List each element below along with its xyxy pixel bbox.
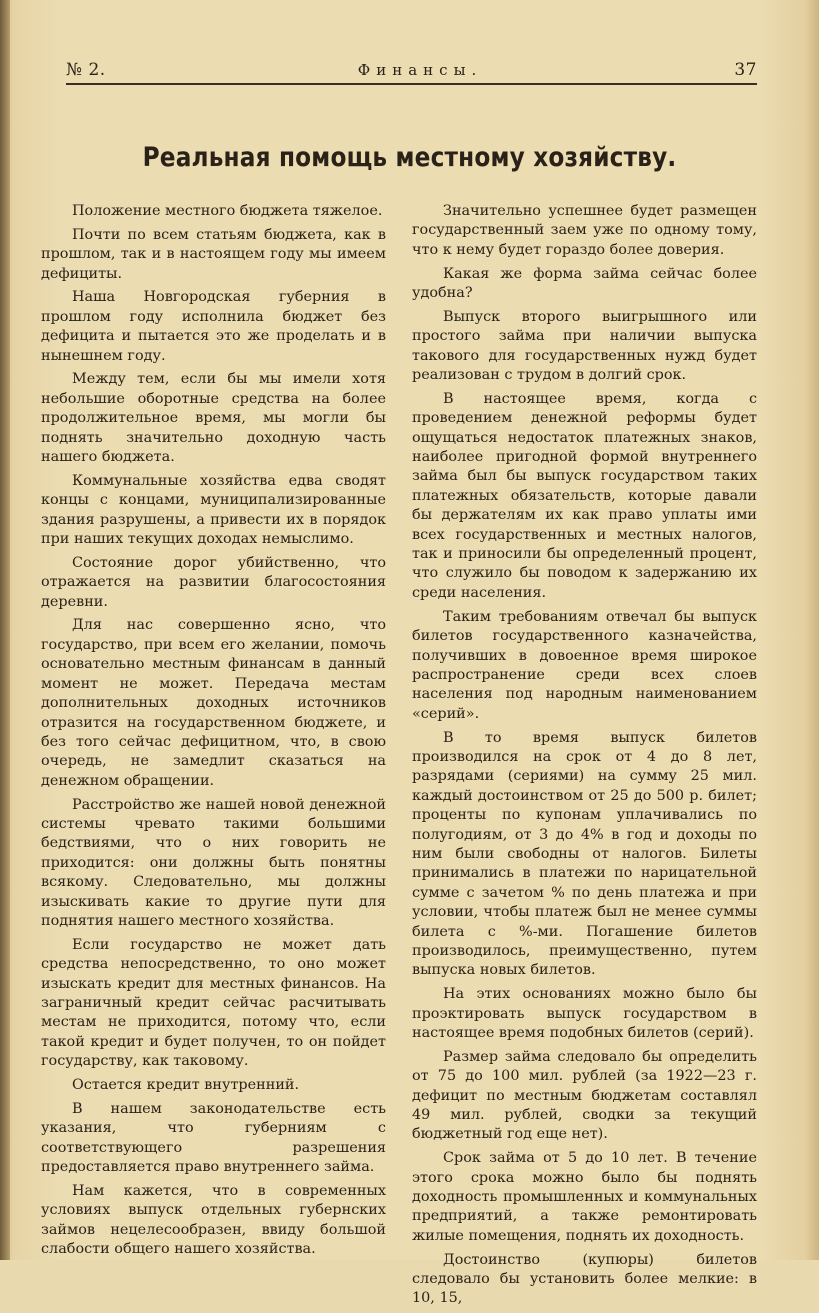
paragraph: Между тем, если бы мы имели хотя небольшие оборотные средства на более продолжительное время, мы могли бы поднять значительно доходную часть нашего бюджета. [41,371,386,466]
paragraph: Значительно успешнее будет размещен государственный заем уже по одному тому, что к нему будет гораздо более доверия. [412,203,757,258]
paragraph: Коммунальные хозяйства едва сводят концы с концами, муниципализированные здания разрушены, а привести их в порядок при наших текущих доходах немыслимо. [41,472,386,548]
paragraph: Какая же форма займа сейчас более удобна? [412,265,757,302]
paragraph: Почти по всем статьям бюджета, как в прошлом, так и в настоящем году мы имеем дефициты. [41,226,386,282]
header-rule [66,83,757,85]
paragraph: Для нас совершенно ясно, что государство, при всем его желании, помочь основательно местным финансам в данный момент не может. Передача местам дополнительных доходных источников отразится на государственном бюджете, и без того сейчас дефицитном, что, в свою очередь, не замедлит сказаться на денежном обращении. [41,617,386,789]
paragraph: Расстройство же нашей новой денежной системы чревато такими большими бедствиями, что о них говорить не приходится: они должны быть понятны всякому. Следовательно, мы должны изыскивать какие то другие пути для поднятия нашего местного хозяйства. [41,796,386,929]
paragraph: Таким требованиям отвечал бы выпуск билетов государственного казначейства, получивших в довоенное время широкое распространение среди всех слоев населения под народным наименованием «серий». [412,608,757,722]
paragraph: В нашем законодательстве есть указания, что губерниям с соответствующего разрешения предоставляется право внутреннего займа. [41,1100,386,1175]
running-header [66,60,757,82]
paragraph: Достоинство (купюры) билетов следовало бы установить более мелкие: в 10, 15, [412,1251,757,1307]
paragraph: Состояние дорог убийственно, что отражается на развитии благосостояния деревни. [41,554,386,610]
page-number: 37 [734,60,757,80]
paragraph: Срок займа от 5 до 10 лет. В течение этого срока можно было бы поднять доходность промышленных и коммунальных предприятий, а также ремонтировать жилые помещения, поднять их доходность. [412,1150,757,1244]
paragraph: Наша Новгородская губерния в прошлом году исполнила бюджет без дефицита и пытается это же проделать и в нынешнем году. [41,289,386,364]
right-column [412,202,757,1313]
issue-number: № 2. [66,60,106,80]
section-name: Финансы. [357,61,483,79]
paragraph: Остается кредит внутренний. [72,1076,300,1093]
paragraph: На этих основаниях можно было бы проэктировать выпуск государством в настоящее время подобных билетов (серий). [412,986,757,1041]
left-column [41,202,386,1264]
paragraph: Нам кажется, что в современных условиях выпуск отдельных губернских займов нецелесообразен, ввиду большой слабости общего нашего хозяйства. [41,1182,386,1258]
page-binding-edge [0,0,10,1260]
article-title: Реальная помощь местному хозяйству. [142,142,677,173]
paragraph: Если государство не может дать средства непосредственно, то оно может изыскать кредит для местных финансов. На заграничный кредит сейчас расчитывать местам не приходится, потому что, если такой кредит и будет получен, то он пойдет государству, как таковому. [41,936,386,1070]
paragraph: В настоящее время, когда с проведением денежной реформы будет ощущаться недостаток платежных знаков, наиболее пригодной формой внутреннего займа был бы выпуск государством таких платежных обязательств, которые давали бы держателям их как право уплаты ими всех государственных и местных налогов, так и приносили бы определенный процент, что служило бы поводом к задержанию их среди населения. [412,390,757,601]
paragraph: Размер займа следовало бы определить от 75 до 100 мил. рублей (за 1922—23 г. дефицит по местным бюджетам составлял 49 мил. рублей, сводки за текущий бюджетный год еще нет). [412,1048,757,1143]
paragraph: Выпуск второго выигрышного или простого займа при наличии выпуска таковогo для государственных нужд будет реализован с трудом в долгий срок. [412,308,757,384]
paragraph: В то время выпуск билетов производился на срок от 4 до 8 лет, разрядами (сериями) на сумму 25 мил. каждый достоинством от 25 до 500 р. билет; проценты по купонам уплачивались по полугодиям, от 3 до 4% в год и доходы по ним были свободны от налогов. Билеты принимались в платежи по нарицательной сумме с зачетом % по день платежа и при условии, чтобы платеж был не менее суммы билета с %-ми. Погашение билетов производилось, преимущественно, путем выпуска новых билетов. [412,729,757,979]
paragraph: Положение местного бюджета тяжелое. [72,203,383,219]
